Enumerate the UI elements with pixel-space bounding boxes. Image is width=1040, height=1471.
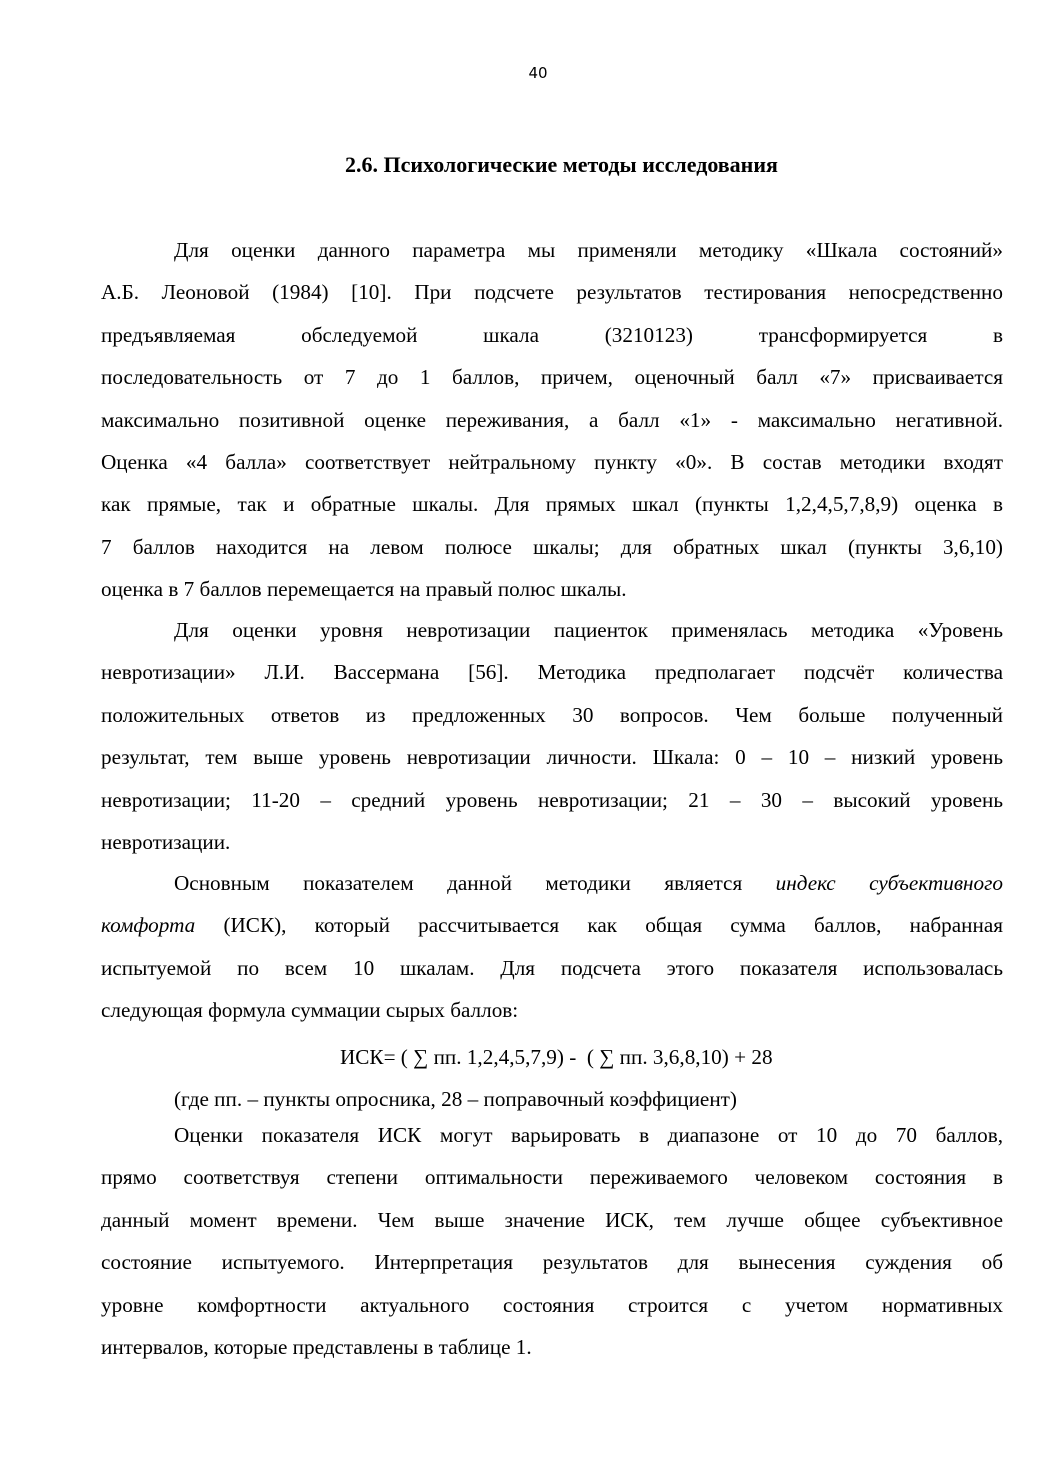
text-line: невротизации. — [101, 830, 231, 855]
text-line: результат, тем выше уровень невротизации личности. Шкала: 0 – 10 – низкий уровень — [101, 745, 1003, 770]
page-number: 40 — [528, 64, 548, 82]
text-line: прямо соответствуя степени оптимальности переживаемого человеком состояния в — [101, 1165, 1003, 1190]
text-line: оценка в 7 баллов перемещается на правый полюс шкалы. — [101, 577, 627, 602]
text-line: 7 баллов находится на левом полюсе шкалы; для обратных шкал (пункты 3,6,10) — [101, 534, 1003, 559]
text-line: испытуемой по всем 10 шкалам. Для подсчета этого показателя использовалась — [101, 955, 1003, 980]
italic-term: индекс субъективного — [775, 871, 1004, 895]
text-line: последовательность от 7 до 1 баллов, причем, оценочный балл «7» присваивается — [101, 365, 1003, 390]
text-line: предъявляемая обследуемой шкала (3210123) трансформируется в — [101, 322, 1003, 347]
text-line: уровне комфортности актуального состояния строится с учетом нормативных — [101, 1292, 1003, 1317]
text-line — [101, 862, 1003, 904]
text-line: невротизации» Л.И. Вассермана [56]. Методика предполагает подсчёт количества — [101, 660, 1003, 685]
text-line: Для оценки уровня невротизации пациенток применялась методика «Уровень — [174, 618, 1003, 642]
text-fragment: (ИСК), который рассчитывается как общая сумма баллов, набранная — [195, 913, 1003, 938]
text-line: положительных ответов из предложенных 30 вопросов. Чем больше полученный — [101, 702, 1003, 727]
text-line: невротизации; 11-20 – средний уровень невротизации; 21 – 30 – высокий уровень — [101, 787, 1003, 812]
formula-note: (где пп. – пункты опросника, 28 – поправочный коэффициент) — [174, 1087, 737, 1111]
text-fragment: Основным показателем данной методики является — [174, 871, 776, 895]
text-line: как прямые, так и обратные шкалы. Для прямых шкал (пункты 1,2,4,5,7,8,9) оценка в — [101, 492, 1003, 517]
text-line: следующая формула суммации сырых баллов: — [101, 998, 519, 1023]
italic-term: комфорта — [101, 913, 196, 938]
text-line: Для оценки данного параметра мы применяли методику «Шкала состояний» — [174, 238, 1003, 262]
paragraph-isk-interpretation — [101, 1114, 1003, 1368]
text-line: А.Б. Леоновой (1984) [10]. При подсчете результатов тестирования непосредственно — [101, 280, 1003, 305]
text-line: максимально позитивной оценке переживания, а балл «1» - максимально негативной. — [101, 407, 1003, 432]
paragraph-neurotization — [101, 609, 1003, 863]
text-line: данный момент времени. Чем выше значение ИСК, тем лучше общее субъективное — [101, 1207, 1003, 1232]
paragraph-comfort-index — [101, 862, 1003, 1032]
text-line: интервалов, которые представлены в таблице 1. — [101, 1335, 532, 1360]
text-line: Оценки показателя ИСК могут варьировать в диапазоне от 10 до 70 баллов, — [174, 1123, 1003, 1147]
text-line: состояние испытуемого. Интерпретация результатов для вынесения суждения об — [101, 1250, 1003, 1275]
text-line — [101, 904, 1003, 946]
section-heading: 2.6. Психологические методы исследования — [345, 152, 778, 177]
text-line: Оценка «4 балла» соответствует нейтральному пункту «0». В состав методики входят — [101, 450, 1003, 475]
formula: ИСК= ( ∑ пп. 1,2,4,5,7,9) - ( ∑ пп. 3,6,8,10) + 28 — [340, 1045, 773, 1069]
paragraph-scale-of-states — [101, 229, 1003, 611]
